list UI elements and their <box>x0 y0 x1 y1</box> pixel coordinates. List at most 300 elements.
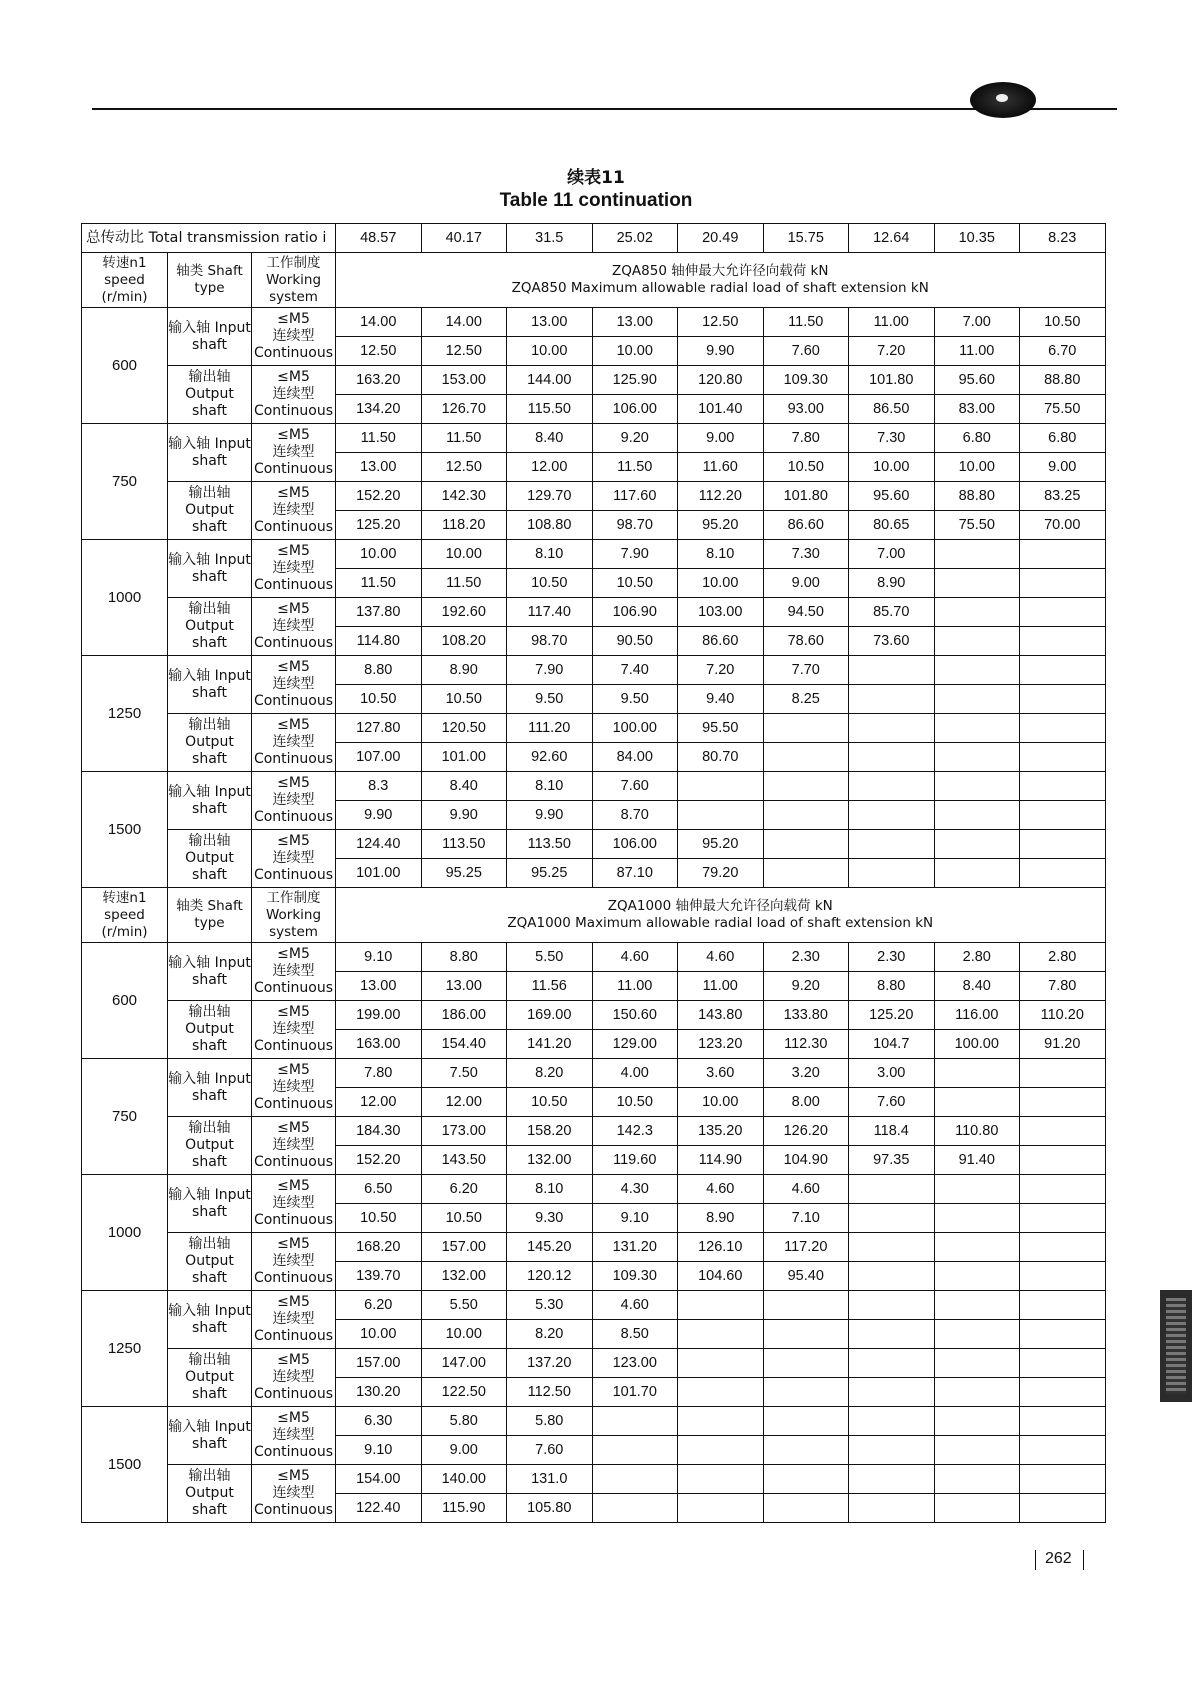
load-value: 13.00 <box>592 308 678 337</box>
duty-continuous-label: 连续型 Continuous <box>253 1485 334 1518</box>
load-value: 125.90 <box>592 366 678 395</box>
input-shaft-label: 输入轴 Input shaft <box>168 308 252 366</box>
load-value: 4.60 <box>763 1175 849 1204</box>
load-value <box>763 1494 849 1523</box>
load-value: 97.35 <box>849 1146 935 1175</box>
load-value <box>678 1378 764 1407</box>
output-shaft-label: 输出轴 Output shaft <box>168 598 252 656</box>
duty-continuous-label: 连续型 Continuous <box>253 1021 334 1054</box>
output-shaft-label: 输出轴 Output shaft <box>168 830 252 888</box>
load-value: 91.20 <box>1020 1030 1106 1059</box>
duty-continuous-label: 连续型 Continuous <box>253 502 334 535</box>
input-shaft-label: 输入轴 Input shaft <box>168 1291 252 1349</box>
working-system-column-header: 工作制度 Working system <box>252 253 336 308</box>
load-value: 9.50 <box>507 685 593 714</box>
load-value: 7.00 <box>934 308 1020 337</box>
section-title <box>336 888 1106 943</box>
load-value: 8.00 <box>763 1088 849 1117</box>
working-system-cell <box>252 1175 336 1233</box>
load-value: 101.00 <box>336 859 422 888</box>
load-value <box>763 1349 849 1378</box>
load-value: 118.20 <box>421 511 507 540</box>
working-system-cell <box>252 540 336 598</box>
load-value <box>849 1204 935 1233</box>
load-value: 140.00 <box>421 1465 507 1494</box>
load-value: 9.00 <box>1020 453 1106 482</box>
table-row <box>82 1001 1106 1030</box>
table-row <box>82 482 1106 511</box>
load-value: 11.60 <box>678 453 764 482</box>
load-value: 117.60 <box>592 482 678 511</box>
load-value: 7.30 <box>849 424 935 453</box>
speed-value: 1000 <box>82 540 168 656</box>
load-value: 122.50 <box>421 1378 507 1407</box>
load-value: 3.60 <box>678 1059 764 1088</box>
load-value: 152.20 <box>336 482 422 511</box>
load-value: 3.20 <box>763 1059 849 1088</box>
load-value: 6.20 <box>421 1175 507 1204</box>
load-value: 80.65 <box>849 511 935 540</box>
load-value: 8.3 <box>336 772 422 801</box>
load-value: 108.80 <box>507 511 593 540</box>
load-value: 73.60 <box>849 627 935 656</box>
load-value: 11.50 <box>763 308 849 337</box>
load-value: 100.00 <box>592 714 678 743</box>
load-value: 9.10 <box>592 1204 678 1233</box>
load-value: 5.50 <box>421 1291 507 1320</box>
load-value: 9.90 <box>421 801 507 830</box>
load-value <box>1020 801 1106 830</box>
shaft-type-column-header: 轴类 Shaft type <box>168 888 252 943</box>
ratio-value: 20.49 <box>678 224 764 253</box>
input-shaft-label: 输入轴 Input shaft <box>168 540 252 598</box>
load-value: 8.10 <box>678 540 764 569</box>
load-value: 10.00 <box>336 540 422 569</box>
load-value: 4.60 <box>592 1291 678 1320</box>
table-title-cn: 续表11 <box>567 168 625 188</box>
working-system-cell <box>252 1407 336 1465</box>
load-value: 126.20 <box>763 1117 849 1146</box>
input-shaft-label: 输入轴 Input shaft <box>168 1059 252 1117</box>
load-value <box>1020 1465 1106 1494</box>
load-value: 184.30 <box>336 1117 422 1146</box>
load-value: 186.00 <box>421 1001 507 1030</box>
load-value <box>1020 1146 1106 1175</box>
load-value <box>849 1494 935 1523</box>
output-shaft-label: 输出轴 Output shaft <box>168 1465 252 1523</box>
load-value: 120.80 <box>678 366 764 395</box>
ratio-value: 25.02 <box>592 224 678 253</box>
working-system-cell <box>252 1233 336 1291</box>
load-value <box>763 714 849 743</box>
load-value: 126.70 <box>421 395 507 424</box>
load-value: 8.90 <box>421 656 507 685</box>
load-value: 139.70 <box>336 1262 422 1291</box>
load-value: 14.00 <box>336 308 422 337</box>
load-value: 4.00 <box>592 1059 678 1088</box>
load-value <box>934 685 1020 714</box>
load-value <box>1020 1175 1106 1204</box>
speed-value: 1250 <box>82 656 168 772</box>
load-value: 95.60 <box>849 482 935 511</box>
load-value <box>849 743 935 772</box>
load-value: 7.10 <box>763 1204 849 1233</box>
load-value <box>934 1233 1020 1262</box>
load-value: 101.80 <box>763 482 849 511</box>
load-value: 114.80 <box>336 627 422 656</box>
table-row <box>82 308 1106 337</box>
load-value <box>849 1465 935 1494</box>
duty-continuous-label: 连续型 Continuous <box>253 1195 334 1228</box>
load-value <box>934 801 1020 830</box>
load-value: 143.50 <box>421 1146 507 1175</box>
load-value: 106.90 <box>592 598 678 627</box>
output-shaft-label: 输出轴 Output shaft <box>168 1001 252 1059</box>
load-value: 8.25 <box>763 685 849 714</box>
table-row <box>82 1407 1106 1436</box>
working-system-cell <box>252 943 336 1001</box>
input-shaft-label: 输入轴 Input shaft <box>168 656 252 714</box>
ratio-label: 总传动比 Total transmission ratio i <box>82 224 336 253</box>
load-value <box>678 1320 764 1349</box>
load-value: 8.10 <box>507 540 593 569</box>
load-value: 122.40 <box>336 1494 422 1523</box>
load-value: 10.50 <box>421 1204 507 1233</box>
table-row <box>82 1175 1106 1204</box>
load-value <box>592 1494 678 1523</box>
load-value <box>1020 1204 1106 1233</box>
load-value: 105.80 <box>507 1494 593 1523</box>
table-row <box>82 540 1106 569</box>
table-row <box>82 1465 1106 1494</box>
load-value: 116.00 <box>934 1001 1020 1030</box>
duty-continuous-label: 连续型 Continuous <box>253 560 334 593</box>
working-system-cell <box>252 482 336 540</box>
load-value: 154.40 <box>421 1030 507 1059</box>
load-value <box>934 1320 1020 1349</box>
load-value <box>849 685 935 714</box>
output-shaft-label: 输出轴 Output shaft <box>168 482 252 540</box>
load-value <box>1020 772 1106 801</box>
load-value: 131.0 <box>507 1465 593 1494</box>
input-shaft-label: 输入轴 Input shaft <box>168 772 252 830</box>
load-value: 7.90 <box>592 540 678 569</box>
load-value: 10.00 <box>507 337 593 366</box>
working-system-cell <box>252 366 336 424</box>
load-value: 143.80 <box>678 1001 764 1030</box>
working-system-cell <box>252 1349 336 1407</box>
load-value <box>849 772 935 801</box>
speed-value: 1250 <box>82 1291 168 1407</box>
input-shaft-label: 输入轴 Input shaft <box>168 1407 252 1465</box>
duty-continuous-label: 连续型 Continuous <box>253 1427 334 1460</box>
load-value: 88.80 <box>1020 366 1106 395</box>
duty-m5-label: ≤M5 <box>277 1062 310 1078</box>
load-value: 95.40 <box>763 1262 849 1291</box>
load-value <box>1020 1059 1106 1088</box>
load-value: 10.00 <box>849 453 935 482</box>
load-value <box>1020 540 1106 569</box>
load-value <box>934 1088 1020 1117</box>
load-value: 104.90 <box>763 1146 849 1175</box>
load-value <box>763 743 849 772</box>
ratio-header-row <box>82 224 1106 253</box>
load-value: 163.20 <box>336 366 422 395</box>
load-value: 5.80 <box>507 1407 593 1436</box>
load-value <box>1020 627 1106 656</box>
load-value <box>763 1465 849 1494</box>
speed-value: 1500 <box>82 1407 168 1523</box>
load-value <box>678 772 764 801</box>
load-value: 85.70 <box>849 598 935 627</box>
load-value: 8.70 <box>592 801 678 830</box>
ratio-value: 31.5 <box>507 224 593 253</box>
load-value <box>934 859 1020 888</box>
load-value: 101.40 <box>678 395 764 424</box>
working-system-cell <box>252 1465 336 1523</box>
load-value: 86.60 <box>678 627 764 656</box>
load-value: 112.50 <box>507 1378 593 1407</box>
duty-continuous-label: 连续型 Continuous <box>253 1311 334 1344</box>
load-value <box>678 1291 764 1320</box>
load-value: 95.25 <box>421 859 507 888</box>
load-value <box>934 1436 1020 1465</box>
load-value: 87.10 <box>592 859 678 888</box>
load-value <box>849 801 935 830</box>
radial-load-table <box>81 223 1106 1523</box>
load-value: 12.50 <box>336 337 422 366</box>
duty-m5-label: ≤M5 <box>277 717 310 733</box>
working-system-column-header: 工作制度 Working system <box>252 888 336 943</box>
working-system-cell <box>252 1001 336 1059</box>
load-value <box>934 569 1020 598</box>
load-value: 137.20 <box>507 1349 593 1378</box>
duty-continuous-label: 连续型 Continuous <box>253 850 334 883</box>
load-value: 118.4 <box>849 1117 935 1146</box>
load-value <box>592 1465 678 1494</box>
load-value: 98.70 <box>507 627 593 656</box>
ratio-value: 12.64 <box>849 224 935 253</box>
load-value: 8.80 <box>336 656 422 685</box>
load-value: 13.00 <box>421 972 507 1001</box>
load-value <box>592 1407 678 1436</box>
load-value <box>1020 830 1106 859</box>
load-value <box>934 1059 1020 1088</box>
duty-m5-label: ≤M5 <box>277 1004 310 1020</box>
load-value: 8.10 <box>507 772 593 801</box>
load-value: 91.40 <box>934 1146 1020 1175</box>
load-value: 11.50 <box>592 453 678 482</box>
load-value: 11.50 <box>421 569 507 598</box>
duty-continuous-label: 连续型 Continuous <box>253 1079 334 1112</box>
table-title-en: Table 11 continuation <box>499 190 693 211</box>
load-value: 104.7 <box>849 1030 935 1059</box>
load-value: 9.10 <box>336 1436 422 1465</box>
load-value <box>934 1378 1020 1407</box>
load-value <box>849 1407 935 1436</box>
load-value <box>678 1349 764 1378</box>
page-number: 262 <box>1045 1550 1072 1567</box>
load-value: 114.90 <box>678 1146 764 1175</box>
output-shaft-label: 输出轴 Output shaft <box>168 1233 252 1291</box>
load-value: 95.25 <box>507 859 593 888</box>
load-value: 100.00 <box>934 1030 1020 1059</box>
load-value <box>849 1262 935 1291</box>
load-value: 8.40 <box>934 972 1020 1001</box>
load-value <box>934 1291 1020 1320</box>
load-value: 132.00 <box>421 1262 507 1291</box>
load-value: 10.00 <box>592 337 678 366</box>
load-value: 9.50 <box>592 685 678 714</box>
load-value: 93.00 <box>763 395 849 424</box>
load-value <box>934 830 1020 859</box>
load-value: 5.50 <box>507 943 593 972</box>
load-value: 158.20 <box>507 1117 593 1146</box>
load-value: 109.30 <box>763 366 849 395</box>
section-title-en: ZQA1000 Maximum allowable radial load of shaft extension kN <box>507 915 934 931</box>
load-value: 109.30 <box>592 1262 678 1291</box>
load-value <box>849 1320 935 1349</box>
load-value: 8.20 <box>507 1059 593 1088</box>
load-value: 134.20 <box>336 395 422 424</box>
load-value: 6.30 <box>336 1407 422 1436</box>
load-value: 9.00 <box>678 424 764 453</box>
load-value <box>849 656 935 685</box>
table-row <box>82 714 1106 743</box>
table-row <box>82 830 1106 859</box>
load-value: 10.50 <box>507 1088 593 1117</box>
load-value: 144.00 <box>507 366 593 395</box>
load-value: 103.00 <box>678 598 764 627</box>
load-value <box>934 772 1020 801</box>
load-value: 11.00 <box>678 972 764 1001</box>
load-value: 11.56 <box>507 972 593 1001</box>
load-value: 4.60 <box>678 1175 764 1204</box>
load-value <box>1020 1088 1106 1117</box>
load-value: 117.40 <box>507 598 593 627</box>
load-value: 123.00 <box>592 1349 678 1378</box>
load-value: 199.00 <box>336 1001 422 1030</box>
duty-continuous-label: 连续型 Continuous <box>253 618 334 651</box>
section-header-row <box>82 253 1106 308</box>
load-value: 108.20 <box>421 627 507 656</box>
duty-m5-label: ≤M5 <box>277 1352 310 1368</box>
load-value <box>934 1262 1020 1291</box>
load-value: 129.00 <box>592 1030 678 1059</box>
duty-m5-label: ≤M5 <box>277 1410 310 1426</box>
top-rule <box>92 108 1117 110</box>
working-system-cell <box>252 1291 336 1349</box>
load-value: 135.20 <box>678 1117 764 1146</box>
duty-continuous-label: 连续型 Continuous <box>253 444 334 477</box>
load-value: 90.50 <box>592 627 678 656</box>
load-value: 8.80 <box>849 972 935 1001</box>
load-value: 6.70 <box>1020 337 1106 366</box>
load-value <box>849 859 935 888</box>
speed-value: 1500 <box>82 772 168 888</box>
load-value <box>678 1436 764 1465</box>
ratio-value: 10.35 <box>934 224 1020 253</box>
load-value: 11.00 <box>934 337 1020 366</box>
load-value <box>1020 1349 1106 1378</box>
load-value: 7.20 <box>849 337 935 366</box>
load-value: 168.20 <box>336 1233 422 1262</box>
load-value: 3.00 <box>849 1059 935 1088</box>
load-value: 9.90 <box>336 801 422 830</box>
duty-continuous-label: 连续型 Continuous <box>253 676 334 709</box>
load-value: 7.00 <box>849 540 935 569</box>
duty-m5-label: ≤M5 <box>277 485 310 501</box>
load-value: 125.20 <box>849 1001 935 1030</box>
load-value: 153.00 <box>421 366 507 395</box>
working-system-cell <box>252 714 336 772</box>
load-value: 133.80 <box>763 1001 849 1030</box>
load-value: 13.00 <box>336 453 422 482</box>
load-value: 13.00 <box>336 972 422 1001</box>
load-value <box>678 1494 764 1523</box>
load-value: 10.00 <box>934 453 1020 482</box>
load-value: 8.50 <box>592 1320 678 1349</box>
load-value: 141.20 <box>507 1030 593 1059</box>
load-value: 12.00 <box>421 1088 507 1117</box>
load-value: 111.20 <box>507 714 593 743</box>
load-value: 110.80 <box>934 1117 1020 1146</box>
load-value: 131.20 <box>592 1233 678 1262</box>
load-value: 11.50 <box>421 424 507 453</box>
load-value <box>678 1465 764 1494</box>
load-value: 12.50 <box>678 308 764 337</box>
load-value: 10.50 <box>592 569 678 598</box>
load-value: 142.30 <box>421 482 507 511</box>
output-shaft-label: 输出轴 Output shaft <box>168 714 252 772</box>
output-shaft-label: 输出轴 Output shaft <box>168 1117 252 1175</box>
load-value: 7.60 <box>592 772 678 801</box>
table-row <box>82 1349 1106 1378</box>
load-value <box>763 1378 849 1407</box>
load-value <box>763 772 849 801</box>
load-value: 9.40 <box>678 685 764 714</box>
load-value: 7.40 <box>592 656 678 685</box>
load-value: 152.20 <box>336 1146 422 1175</box>
load-value: 10.50 <box>336 1204 422 1233</box>
speed-column-header: 转速n1 speed (r/min) <box>82 888 168 943</box>
table-row <box>82 366 1106 395</box>
load-value: 9.00 <box>421 1436 507 1465</box>
load-value <box>763 1320 849 1349</box>
load-value: 154.00 <box>336 1465 422 1494</box>
table-row <box>82 772 1106 801</box>
load-value: 115.50 <box>507 395 593 424</box>
load-value <box>1020 1291 1106 1320</box>
load-value: 9.90 <box>678 337 764 366</box>
load-value: 11.50 <box>336 569 422 598</box>
load-value: 9.10 <box>336 943 422 972</box>
load-value: 95.50 <box>678 714 764 743</box>
load-value: 2.80 <box>1020 943 1106 972</box>
load-value: 124.40 <box>336 830 422 859</box>
load-value: 7.80 <box>336 1059 422 1088</box>
table-row <box>82 1291 1106 1320</box>
load-value: 101.00 <box>421 743 507 772</box>
load-value <box>1020 743 1106 772</box>
load-value: 8.90 <box>678 1204 764 1233</box>
table-row <box>82 424 1106 453</box>
load-value: 12.00 <box>507 453 593 482</box>
load-value <box>934 656 1020 685</box>
duty-m5-label: ≤M5 <box>277 311 310 327</box>
load-value <box>1020 1117 1106 1146</box>
working-system-cell <box>252 830 336 888</box>
